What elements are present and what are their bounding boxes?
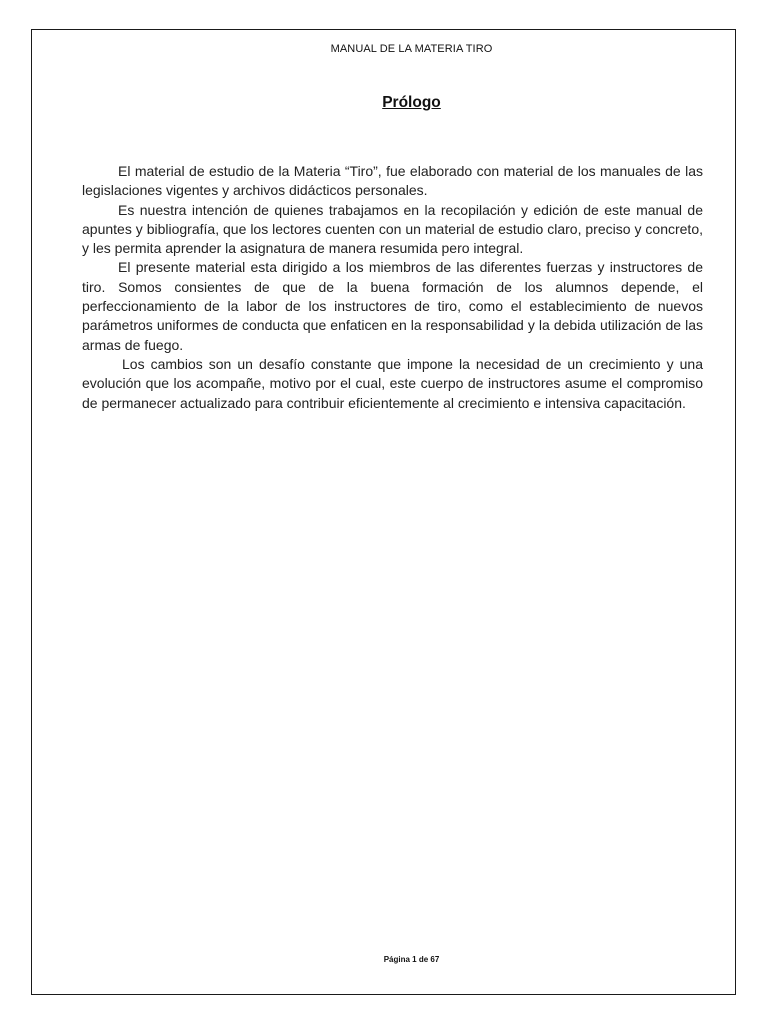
paragraph-1: El material de estudio de la Materia “Tiro”, fue elaborado con material de los manuales de las legislaciones vigentes y archivos didácticos personales. [82,163,703,199]
body-text [82,162,703,413]
page-title: Prólogo [382,94,441,111]
paragraph-2: Es nuestra intención de quienes trabajamos en la recopilación y edición de este manual de apuntes y bibliografía, que los lectores cuenten con un material de estudio claro, preciso y concreto, y les permita aprender la asignatura de manera resumida pero integral. [82,201,703,257]
paragraph-4: Los cambios son un desafío constante que impone la necesidad de un crecimiento y una evolución que los acompañe, motivo por el cual, este cuerpo de instructores asume el compromiso de permanecer actualizado para contribuir eficientemente al crecimiento e intensiva capacitación. [82,355,703,411]
running-header: MANUAL DE LA MATERIA TIRO [330,43,493,55]
paragraph-3: El presente material esta dirigido a los miembros de las diferentes fuerzas y instructores de tiro. Somos consientes de que de la buena formación de los alumnos depende, el perfeccionamiento de la labor de los instructores de tiro, como el establecimiento de nuevos parámetros uniformes de conducta que enfaticen en la responsabilidad y la debida utilización de las armas de fuego. [82,259,703,353]
page-number: Página 1 de 67 [383,955,440,964]
